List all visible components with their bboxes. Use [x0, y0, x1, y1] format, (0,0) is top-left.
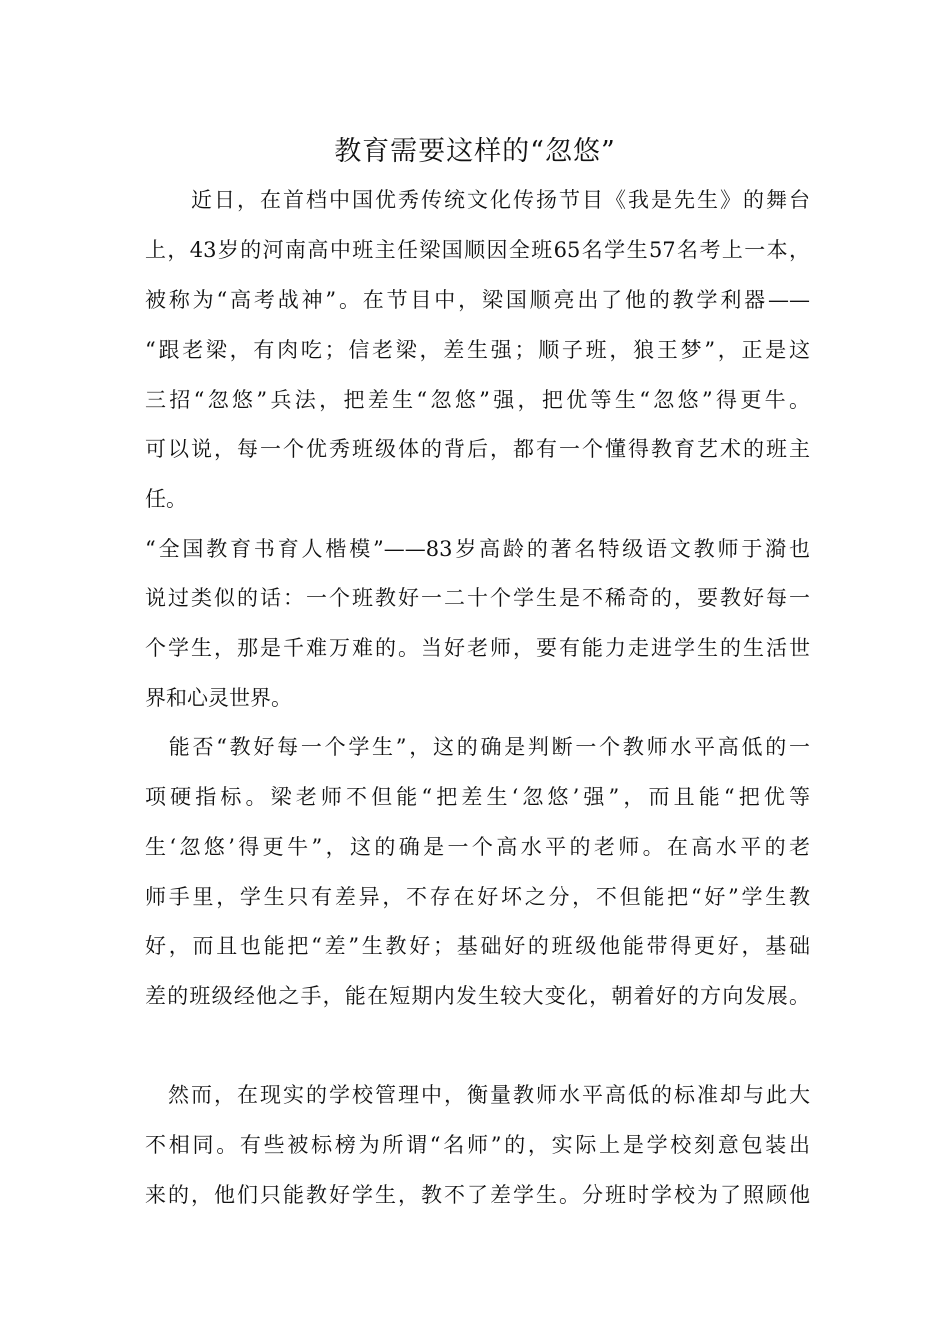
paragraph-line: 差的班级经他之手，能在短期内发生较大变化，朝着好的方向发展。	[145, 984, 810, 1008]
paragraph-line: 然而，在现实的学校管理中，衡量教师水平高低的标准却与此大	[145, 1083, 810, 1107]
paragraph-line: 上，43岁的河南高中班主任梁国顺因全班65名学生57名考上一本，	[145, 238, 810, 262]
paragraph-line: 可以说，每一个优秀班级体的背后，都有一个懂得教育艺术的班主	[145, 437, 810, 461]
paragraph-line: 能否“教好每一个学生”，这的确是判断一个教师水平高低的一	[145, 735, 810, 759]
paragraph-line: 任。	[145, 487, 187, 511]
article-title: 教育需要这样的“忽悠”	[334, 136, 616, 167]
paragraph-line: 项硬指标。梁老师不但能“把差生‘忽悠’强”，而且能“把优等	[145, 785, 810, 809]
paragraph-line: 师手里，学生只有差异，不存在好坏之分，不但能把“好”学生教	[145, 885, 810, 909]
paragraph-line: 好，而且也能把“差”生教好；基础好的班级他能带得更好，基础	[145, 934, 810, 958]
paragraph-line: “跟老梁，有肉吃；信老梁，差生强；顺子班，狼王梦”，正是这	[145, 338, 810, 362]
paragraph-line: 不相同。有些被标榜为所谓“名师”的，实际上是学校刻意包装出	[145, 1133, 810, 1157]
paragraph-line: 来的，他们只能教好学生，教不了差学生。分班时学校为了照顾他	[145, 1183, 810, 1207]
paragraph-line: 三招“忽悠”兵法，把差生“忽悠”强，把优等生“忽悠”得更牛。	[145, 388, 810, 412]
paragraph-line: 被称为“高考战神”。在节目中，梁国顺亮出了他的教学利器——	[145, 288, 810, 312]
paragraph-line: 说过类似的话：一个班教好一二十个学生是不稀奇的，要教好每一	[145, 586, 810, 610]
paragraph-line: 界和心灵世界。	[145, 686, 292, 710]
paragraph-line: 个学生，那是千难万难的。当好老师，要有能力走进学生的生活世	[145, 636, 810, 660]
paragraph-line: 近日，在首档中国优秀传统文化传扬节目《我是先生》的舞台	[145, 188, 810, 212]
paragraph-line: 生‘忽悠’得更牛”，这的确是一个高水平的老师。在高水平的老	[145, 835, 810, 859]
paragraph-line: “全国教育书育人楷模”——83岁高龄的著名特级语文教师于漪也	[145, 537, 810, 561]
